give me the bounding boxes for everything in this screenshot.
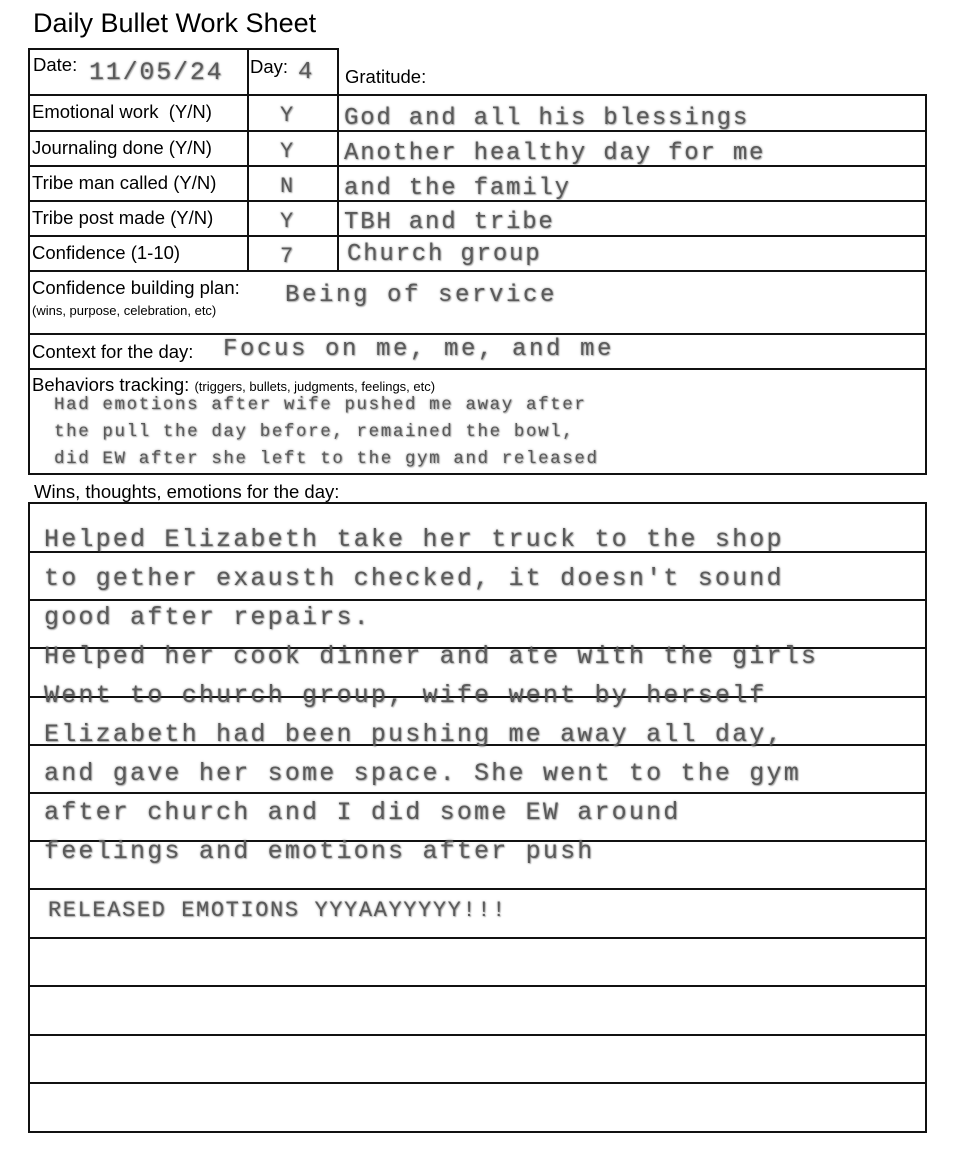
checklist-label-journaling: Journaling done (Y/N) [32,137,212,158]
checklist-label-tribe-man-called: Tribe man called (Y/N) [32,172,217,193]
divider [29,985,927,987]
gratitude-label: Gratitude: [345,66,427,87]
day-label: Day: [250,56,289,77]
gratitude-entry[interactable]: and the family [344,175,571,202]
wins-line[interactable]: Went to church group, wife went by herself [44,681,767,710]
confidence-plan-field[interactable]: Being of service [285,282,558,309]
gratitude-entry[interactable]: Another healthy day for me [344,140,766,167]
gratitude-entry[interactable]: TBH and tribe [344,209,555,236]
behaviors-label-text: Behaviors tracking: [32,374,190,395]
divider [28,48,30,475]
divider [29,1131,927,1133]
wins-line[interactable]: and gave her some space. She went to the gym [44,759,801,788]
divider [29,599,927,601]
date-label: Date: [33,54,78,75]
divider [337,48,339,271]
divider [29,333,927,335]
divider [29,937,927,939]
wins-line[interactable]: after church and I did some EW around [44,798,681,827]
behaviors-label [32,374,435,396]
wins-line[interactable]: Helped Elizabeth take her truck to the shop [44,525,784,554]
checklist-label-confidence: Confidence (1-10) [32,242,181,263]
context-field[interactable]: Focus on me, me, and me [223,336,615,363]
divider [247,48,249,271]
behaviors-line[interactable]: did EW after she left to the gym and released [54,449,599,469]
divider [28,502,30,1133]
behaviors-hint: (triggers, bullets, judgments, feelings, etc) [194,379,436,394]
wins-line[interactable]: feelings and emotions after push [44,837,595,866]
divider [29,368,927,370]
confidence-plan-label: Confidence building plan: [32,277,240,298]
wins-line[interactable]: RELEASED EMOTIONS YYYAAYYYYY!!! [48,898,507,923]
day-field[interactable]: 4 [298,59,315,86]
checklist-value-confidence[interactable]: 7 [280,244,296,269]
behaviors-line[interactable]: the pull the day before, remained the bowl, [54,422,575,442]
checklist-label-emotional-work: Emotional work (Y/N) [32,101,212,122]
behaviors-line[interactable]: Had emotions after wife pushed me away after [54,395,587,415]
divider [29,94,927,96]
checklist-label-tribe-post: Tribe post made (Y/N) [32,207,214,228]
wins-label: Wins, thoughts, emotions for the day: [34,481,340,502]
divider [29,1034,927,1036]
checklist-value-tribe-post[interactable]: Y [280,209,296,234]
checklist-value-tribe-man-called[interactable]: N [280,174,296,199]
gratitude-entry[interactable]: God and all his blessings [344,105,750,132]
context-label: Context for the day: [32,341,194,362]
checklist-value-journaling[interactable]: Y [280,139,296,164]
wins-line[interactable]: Elizabeth had been pushing me away all day, [44,720,784,749]
wins-line[interactable]: to gether exausth checked, it doesn't sound [44,564,784,593]
divider [29,502,927,504]
date-field[interactable]: 11/05/24 [89,58,224,87]
divider [29,1082,927,1084]
wins-line[interactable]: good after repairs. [44,603,371,632]
divider [925,502,927,1133]
divider [29,473,927,475]
confidence-plan-hint: (wins, purpose, celebration, etc) [32,303,217,318]
divider [29,270,927,272]
page-title: Daily Bullet Work Sheet [33,8,317,38]
divider [29,792,927,794]
divider [925,94,927,475]
gratitude-entry[interactable]: Church group [347,241,542,268]
divider [29,888,927,890]
checklist-value-emotional-work[interactable]: Y [280,103,296,128]
divider [29,48,339,50]
wins-line[interactable]: Helped her cook dinner and ate with the girls [44,642,819,671]
